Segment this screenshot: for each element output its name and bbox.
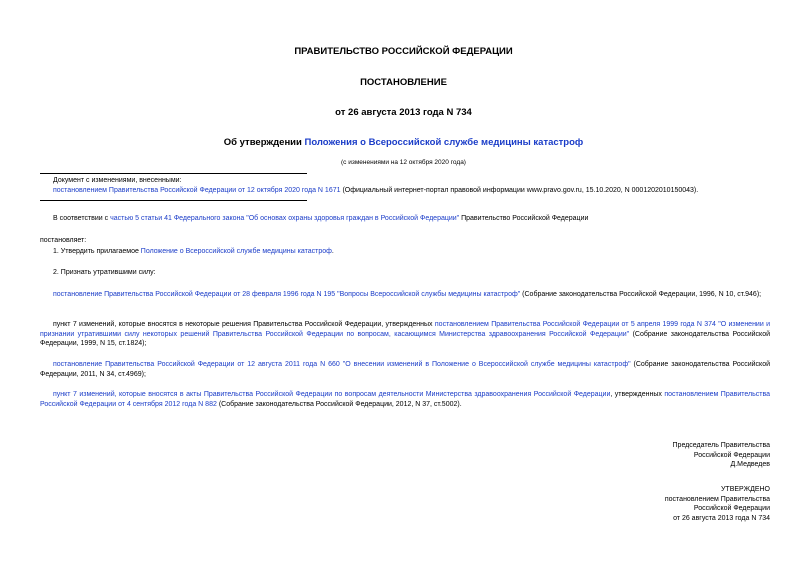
changes-rest: (Официальный интернет-портал правовой информации www.pravo.gov.ru, 15.10.2020, N 0001202010150043).	[340, 186, 699, 194]
title-prefix: Об утверждении	[223, 137, 305, 148]
item-1-prefix: 1. Утвердить прилагаемое	[53, 248, 141, 255]
changes-bottom-rule	[40, 200, 307, 201]
changes-box	[53, 176, 773, 195]
approved-line-4: от 26 августа 2013 года N 734	[673, 514, 770, 522]
doc-type-heading: ПОСТАНОВЛЕНИЕ	[360, 77, 447, 88]
document-title	[0, 137, 807, 148]
government-heading: ПРАВИТЕЛЬСТВО РОССИЙСКОЙ ФЕДЕРАЦИИ	[294, 46, 513, 57]
changes-entry	[53, 186, 773, 196]
repealed-2-link[interactable]: постановлением Правительства Российской Федерации от 5 апреля 1999 года N 374 "О изменении и признании утратившими силу некоторых решений Правительства Российской Федерации по вопросам, касающимся Министерства здравоохранения Российской Федерации"	[40, 321, 770, 338]
repealed-item-4	[40, 390, 770, 409]
preamble-prefix: В соответствии с	[53, 215, 111, 222]
signature-line-1: Председатель Правительства	[672, 442, 770, 449]
repealed-1-link[interactable]: постановление Правительства Российской Федерации от 28 февраля 1996 года N 195 "Вопросы Всероссийской службы медицины катастроф"	[53, 291, 521, 298]
item-2: 2. Признать утратившими силу:	[53, 269, 156, 276]
repealed-item-1	[40, 290, 770, 300]
item-1	[53, 247, 773, 257]
preamble-suffix: Правительство Российской Федерации	[459, 215, 589, 222]
item-1-suffix: .	[331, 248, 334, 255]
approved-line-3: Российской Федерации	[693, 505, 770, 512]
repealed-4-rest: (Собрание законодательства Российской Федерации, 2012, N 37, ст.5002).	[216, 400, 462, 408]
repealed-3-rest: (Собрание законодательства Российской Федерации, 2011, N 34, ст.4969);	[40, 361, 770, 378]
signature-line-2: Российской Федерации	[693, 451, 770, 459]
preamble-link[interactable]: частью 5 статьи 41 Федерального закона "Об основах охраны здоровья граждан в Российской Федерации"	[110, 215, 460, 222]
repealed-4-link[interactable]: пункт 7 изменений, которые вносятся в акты Правительства Российской Федерации по вопросам деятельности Министерства здравоохранения Российской Федерации	[53, 391, 611, 398]
preamble	[53, 214, 773, 224]
repealed-1-rest: (Собрание законодательства Российской Федерации, 1996, N 10, ст.946);	[520, 291, 762, 298]
changes-top-rule	[40, 173, 307, 174]
repealed-item-2	[40, 320, 770, 349]
repealed-4-mid: , утвержденных	[610, 391, 665, 398]
approved-line-2: постановлением Правительства	[664, 495, 770, 503]
signature-block	[560, 441, 770, 470]
repealed-3-link[interactable]: постановление Правительства Российской Федерации от 12 августа 2011 года N 660 "О внесении изменений в Положение о Всероссийской службе медицины катастроф"	[53, 361, 631, 368]
approved-block	[560, 485, 770, 523]
changes-link[interactable]: постановлением Правительства Российской Федерации от 12 октября 2020 года N 1671	[53, 186, 341, 194]
repealed-2-prefix: пункт 7 изменений, которые вносятся в некоторые решения Правительства Российской Федерации, утвержденных	[53, 321, 435, 328]
repealed-4-link-2[interactable]: постановлением Правительства Российской Федерации от 4 сентября 2012 года N 882	[40, 391, 770, 408]
revision-note: (с изменениями на 12 октября 2020 года)	[341, 159, 466, 166]
approved-line-1: УТВЕРЖДЕНО	[720, 486, 770, 493]
date-number-heading: от 26 августа 2013 года N 734	[335, 107, 472, 118]
repealed-2-rest: (Собрание законодательства Российской Федерации, 1999, N 15, ст.1824);	[40, 330, 770, 347]
title-link[interactable]: Положения о Всероссийской службе медицины катастроф	[304, 137, 584, 148]
repealed-item-3	[40, 360, 770, 379]
decrees-label: постановляет:	[40, 237, 87, 244]
signature-line-3: Д.Медведев	[730, 461, 770, 468]
changes-label: Документ с изменениями, внесенными:	[53, 177, 182, 184]
item-1-link[interactable]: Положение о Всероссийской службе медицины катастроф	[140, 248, 332, 255]
